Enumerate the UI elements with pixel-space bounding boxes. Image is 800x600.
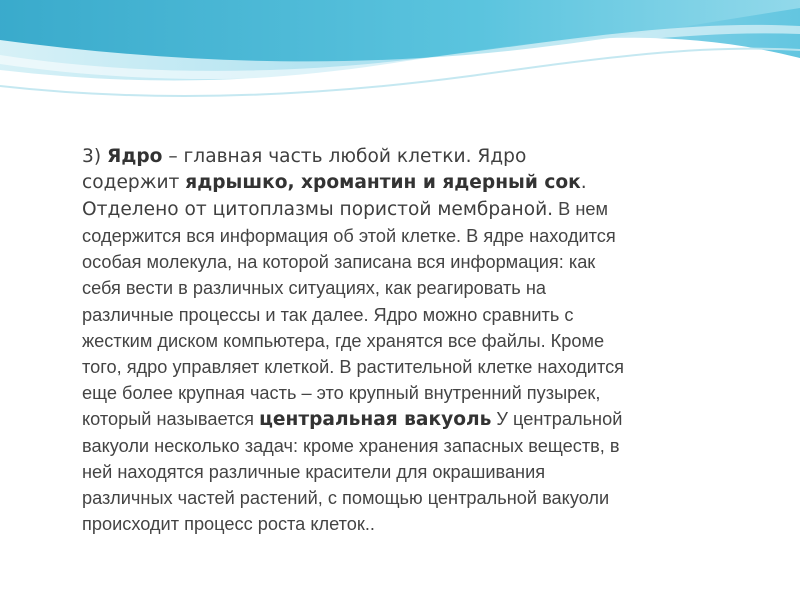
- text-line-10: еще более крупная часть – это крупный внутренний пузырек,: [82, 382, 601, 403]
- slide-body-text: [82, 144, 752, 537]
- text-line-11: [82, 406, 752, 433]
- term-nucleus: Ядро: [107, 146, 163, 167]
- text-fragment: Отделено от цитоплазмы пористой мембраной.: [82, 199, 554, 221]
- text-line-3: [82, 196, 752, 223]
- term-nucleus-parts: ядрышко, хромантин и ядерный сок: [185, 172, 581, 194]
- text-line-2: [82, 170, 752, 196]
- text-fragment: – главная часть любой клетки. Ядро: [162, 146, 527, 167]
- text-line-9: того, ядро управляет клеткой. В растительной клетке находится: [82, 356, 625, 377]
- text-line-13: ней находятся различные красители для окрашивания: [82, 462, 546, 483]
- text-line-6: себя вести в различных ситуациях, как реагировать на: [82, 278, 546, 299]
- text-line-8: жестким диском компьютера, где хранятся все файлы. Кроме: [82, 330, 605, 351]
- text-line-14: различных частей растений, с помощью центральной вакуоли: [82, 488, 610, 509]
- text-fragment: содержит: [82, 172, 186, 194]
- text-line-4: содержится вся информация об этой клетке. В ядре находится: [82, 226, 616, 247]
- text-fragment: который называется: [82, 408, 260, 429]
- text-fragment: 3): [82, 146, 107, 167]
- text-fragment: В нем: [553, 199, 608, 220]
- term-central-vacuole: центральная вакуоль: [259, 408, 492, 430]
- text-line-7: различные процессы и так далее. Ядро можно сравнить с: [82, 304, 574, 325]
- text-line-5: особая молекула, на которой записана вся информация: как: [82, 252, 596, 273]
- text-line-12: вакуоли несколько задач: кроме хранения запасных веществ, в: [82, 436, 620, 457]
- text-fragment: .: [580, 172, 587, 194]
- text-line-15: происходит процесс роста клеток..: [82, 514, 375, 535]
- text-line-1: [82, 144, 752, 170]
- decorative-wave-header: [0, 0, 800, 110]
- text-fragment: У центральной: [491, 408, 623, 429]
